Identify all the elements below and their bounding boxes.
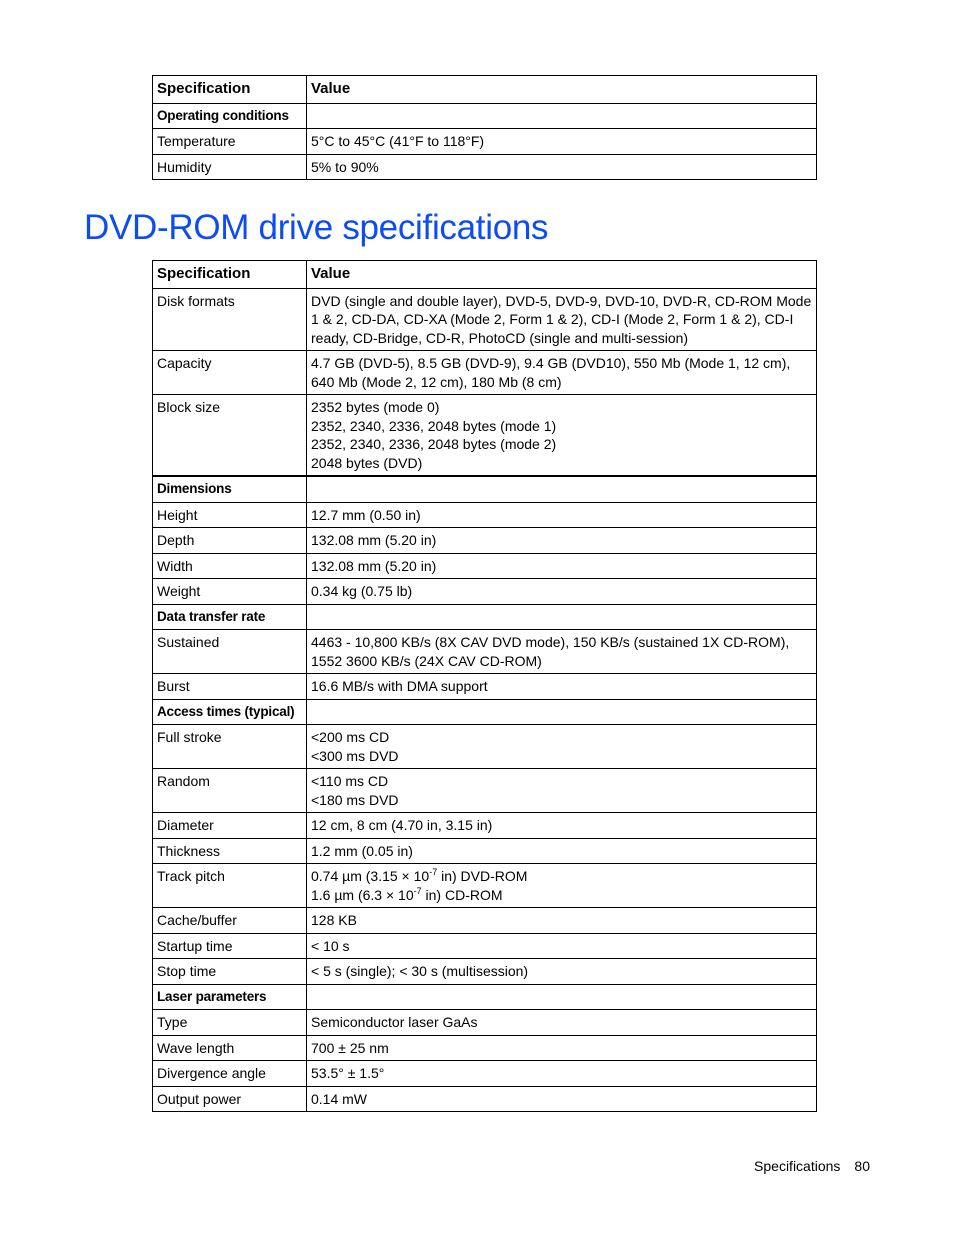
- table-row: [153, 579, 817, 605]
- value-line: <200 ms CD: [311, 729, 390, 745]
- spec-label: Sustained: [153, 630, 307, 674]
- table-row: [153, 674, 817, 700]
- spec-value: [307, 699, 817, 725]
- spec-label: Humidity: [153, 154, 307, 180]
- spec-label: Startup time: [153, 933, 307, 959]
- spec-value: 700 ± 25 nm: [307, 1035, 817, 1061]
- table-row: [153, 1061, 817, 1087]
- table-row: [153, 908, 817, 934]
- value-line: [311, 867, 812, 886]
- table-row: [153, 154, 817, 180]
- operating-conditions-table: [152, 75, 817, 180]
- section-label: Dimensions: [153, 476, 307, 502]
- spec-value: 12 cm, 8 cm (4.70 in, 3.15 in): [307, 813, 817, 839]
- value-line: 2352, 2340, 2336, 2048 bytes (mode 2): [311, 436, 557, 452]
- value-line: <180 ms DVD: [311, 791, 399, 808]
- spec-label: Full stroke: [153, 725, 307, 769]
- table-row: [153, 769, 817, 813]
- value-line: <110 ms CD: [311, 773, 389, 789]
- spec-label: Burst: [153, 674, 307, 700]
- spec-value: 0.34 kg (0.75 lb): [307, 579, 817, 605]
- spec-label: Stop time: [153, 959, 307, 985]
- value-line: <300 ms DVD: [311, 747, 399, 764]
- table-body: [153, 288, 817, 1112]
- table-body: [153, 103, 817, 180]
- spec-value: 4463 - 10,800 KB/s (8X CAV DVD mode), 150 KB/s (sustained 1X CD-ROM), 1552 3600 KB/s (24X CAV CD-ROM): [307, 630, 817, 674]
- spec-label: Height: [153, 502, 307, 528]
- value-line: 2352 bytes (mode 0): [311, 399, 440, 415]
- table-row: [153, 528, 817, 554]
- header-specification: Specification: [153, 76, 307, 104]
- table-row: [153, 959, 817, 985]
- spec-value: < 5 s (single); < 30 s (multisession): [307, 959, 817, 985]
- table-row: [153, 933, 817, 959]
- page-footer: [700, 1158, 870, 1174]
- spec-value: 132.08 mm (5.20 in): [307, 553, 817, 579]
- spec-label: Output power: [153, 1086, 307, 1112]
- spec-value: [307, 604, 817, 630]
- spec-label: Thickness: [153, 838, 307, 864]
- spec-value: 5°C to 45°C (41°F to 118°F): [307, 129, 817, 155]
- spec-value: 16.6 MB/s with DMA support: [307, 674, 817, 700]
- spec-label: Random: [153, 769, 307, 813]
- exponent: -7: [429, 867, 438, 877]
- section-row: [153, 103, 817, 129]
- header-value: Value: [307, 76, 817, 104]
- spec-value: Semiconductor laser GaAs: [307, 1010, 817, 1036]
- value-text: in) CD-ROM: [421, 886, 503, 903]
- spec-value: 1.2 mm (0.05 in): [307, 838, 817, 864]
- spec-label: Cache/buffer: [153, 908, 307, 934]
- header-value: Value: [307, 261, 817, 289]
- spec-value: [307, 476, 817, 502]
- exponent: -7: [413, 885, 422, 896]
- spec-value: 12.7 mm (0.50 in): [307, 502, 817, 528]
- spec-value: DVD (single and double layer), DVD-5, DVD-9, DVD-10, DVD-R, CD-ROM Mode 1 & 2, CD-DA, CD-XA (Mode 2, Form 1 & 2), CD-I (Mode 2, Form 1 & 2), CD-I ready, CD-Bridge, CD-R, PhotoCD (single and multi-session): [307, 288, 817, 351]
- spec-value: 0.14 mW: [307, 1086, 817, 1112]
- dvd-rom-spec-table: [152, 260, 817, 1112]
- value-text: in) DVD-ROM: [437, 868, 528, 884]
- header-specification: Specification: [153, 261, 307, 289]
- table-row: [153, 864, 817, 908]
- value-text: 0.74 µm (3.15 × 10: [311, 868, 430, 884]
- spec-label: Track pitch: [153, 864, 307, 908]
- spec-label: Diameter: [153, 813, 307, 839]
- section-label: Access times (typical): [153, 699, 307, 725]
- table-row: [153, 1035, 817, 1061]
- value-line: 2048 bytes (DVD): [311, 454, 423, 471]
- table-row: [153, 725, 817, 769]
- spec-value: [307, 984, 817, 1010]
- table-row: [153, 553, 817, 579]
- spec-label: Depth: [153, 528, 307, 554]
- spec-label: Type: [153, 1010, 307, 1036]
- section-row: [153, 476, 817, 502]
- page-number: 80: [854, 1158, 870, 1174]
- table-row: [153, 502, 817, 528]
- spec-label: Disk formats: [153, 288, 307, 351]
- table-row: [153, 351, 817, 395]
- spec-label: Divergence angle: [153, 1061, 307, 1087]
- spec-label: Capacity: [153, 351, 307, 395]
- table-row: [153, 1010, 817, 1036]
- spec-value: [307, 769, 817, 813]
- value-text: 1.6 µm (6.3 × 10: [311, 886, 414, 903]
- section-row: [153, 699, 817, 725]
- spec-label: Block size: [153, 395, 307, 477]
- table-row: [153, 129, 817, 155]
- spec-value: 4.7 GB (DVD-5), 8.5 GB (DVD-9), 9.4 GB (DVD10), 550 Mb (Mode 1, 12 cm), 640 Mb (Mode 2, 12 cm), 180 Mb (8 cm): [307, 351, 817, 395]
- spec-value: 53.5° ± 1.5°: [307, 1061, 817, 1087]
- spec-value: [307, 395, 817, 477]
- spec-value: 132.08 mm (5.20 in): [307, 528, 817, 554]
- spec-value: < 10 s: [307, 933, 817, 959]
- spec-label: Weight: [153, 579, 307, 605]
- spec-value: [307, 725, 817, 769]
- table-row: [153, 630, 817, 674]
- spec-value: 128 KB: [307, 908, 817, 934]
- table-row: [153, 395, 817, 477]
- section-row: [153, 604, 817, 630]
- table-row: [153, 838, 817, 864]
- table-header-row: [153, 261, 817, 289]
- table-row: [153, 1086, 817, 1112]
- spec-value: [307, 103, 817, 129]
- value-line: 2352, 2340, 2336, 2048 bytes (mode 1): [311, 417, 557, 434]
- table-header-row: [153, 76, 817, 104]
- spec-label: Wave length: [153, 1035, 307, 1061]
- spec-label: Temperature: [153, 129, 307, 155]
- section-label: Data transfer rate: [153, 604, 307, 630]
- section-label: Laser parameters: [153, 984, 307, 1010]
- value-line: [311, 886, 812, 905]
- table-row: [153, 813, 817, 839]
- section-label: Operating conditions: [153, 103, 307, 129]
- footer-section-name: Specifications: [754, 1158, 841, 1174]
- spec-value: 5% to 90%: [307, 154, 817, 180]
- page-title: DVD-ROM drive specifications: [84, 208, 549, 247]
- section-row: [153, 984, 817, 1010]
- spec-label: Width: [153, 553, 307, 579]
- table-row: [153, 288, 817, 351]
- spec-value: [307, 864, 817, 908]
